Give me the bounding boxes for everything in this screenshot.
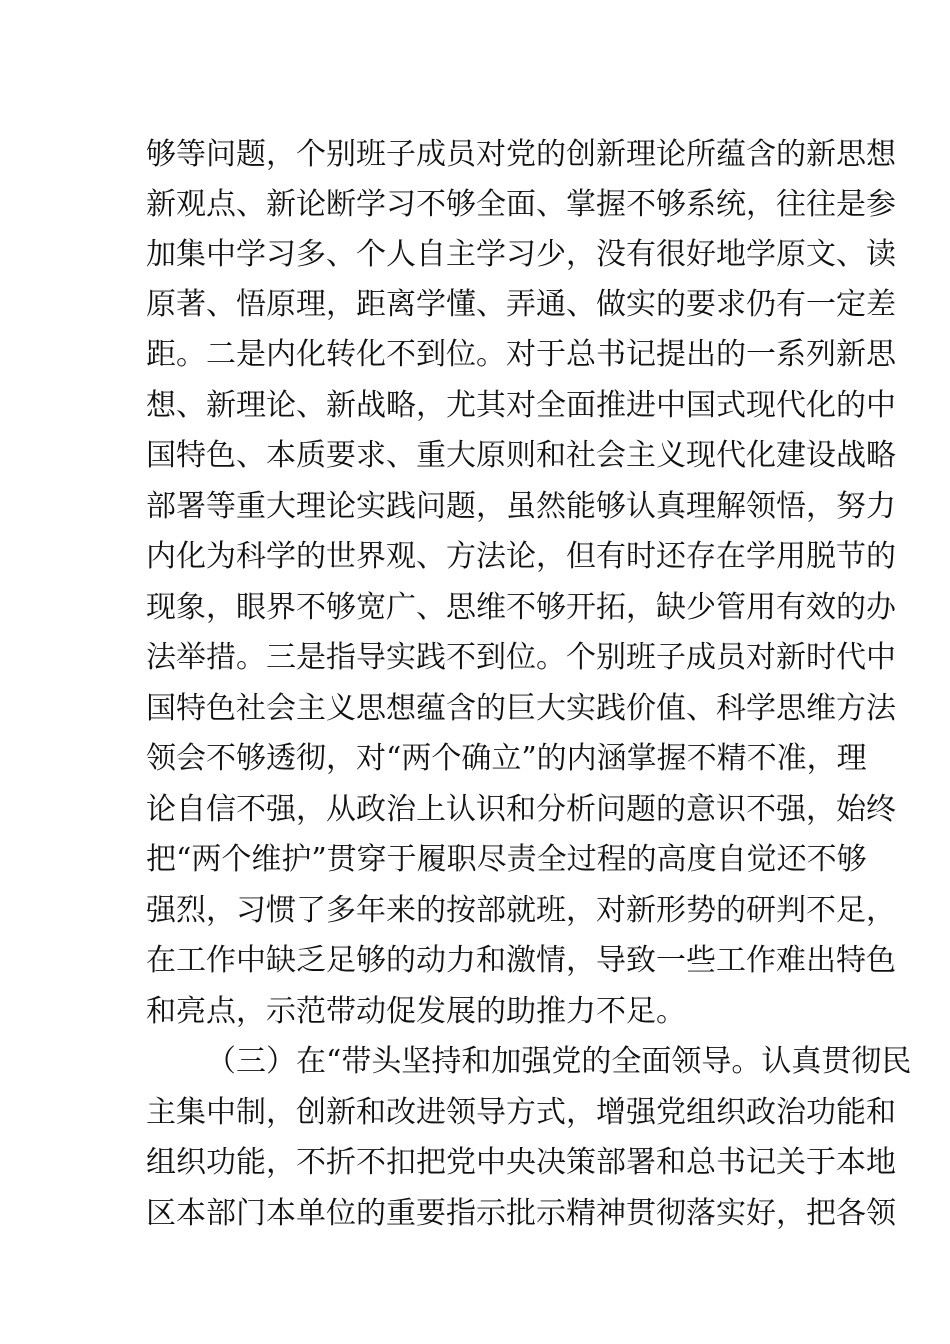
body-text-line: 加集中学习多、个人自主学习少，没有很好地学原文、读: [146, 237, 896, 272]
body-text-line: 现象，眼界不够宽广、思维不够开拓，缺少管用有效的办: [146, 590, 896, 625]
body-text-line: 够等问题，个别班子成员对党的创新理论所蕴含的新思想: [146, 137, 896, 172]
body-text-line: 想、新理论、新战略，尤其对全面推进中国式现代化的中: [146, 388, 896, 423]
body-text-line: 国特色社会主义思想蕴含的巨大实践价值、科学思维方法: [146, 691, 896, 726]
body-text-line: 国特色、本质要求、重大原则和社会主义现代化建设战略: [146, 438, 896, 473]
body-text-line: 组织功能，不折不扣把党中央决策部署和总书记关于本地: [146, 1145, 896, 1180]
body-text-line: 区本部门本单位的重要指示批示精神贯彻落实好，把各领: [146, 1196, 896, 1231]
body-text-line: 主集中制，创新和改进领导方式，增强党组织政治功能和: [146, 1095, 896, 1130]
body-text-line: 法举措。三是指导实践不到位。个别班子成员对新时代中: [146, 640, 896, 675]
body-text-line: 把“两个维护”贯穿于履职尽责全过程的高度自觉还不够: [146, 842, 867, 877]
body-text-line: 和亮点，示范带动促发展的助推力不足。: [146, 994, 686, 1029]
body-text-line: 内化为科学的世界观、方法论，但有时还存在学用脱节的: [146, 539, 896, 574]
body-text-line: 领会不够透彻，对“两个确立”的内涵掌握不精不准，理: [146, 741, 867, 776]
body-text-line: 新观点、新论断学习不够全面、掌握不够系统，往往是参: [146, 187, 896, 222]
body-text-line: 在工作中缺乏足够的动力和激情，导致一些工作难出特色: [146, 943, 896, 978]
body-text-line: 强烈，习惯了多年来的按部就班，对新形势的研判不足，: [146, 893, 896, 928]
body-text-line: 论自信不强，从政治上认识和分析问题的意识不强，始终: [146, 792, 896, 827]
body-text-line: 距。二是内化转化不到位。对于总书记提出的一系列新思: [146, 337, 896, 372]
section-heading-line: （三）在“带头坚持和加强党的全面领导。认真贯彻民: [206, 1044, 912, 1079]
body-text-line: 原著、悟原理，距离学懂、弄通、做实的要求仍有一定差: [146, 287, 896, 322]
body-text-line: 部署等重大理论实践问题，虽然能够认真理解领悟，努力: [146, 489, 896, 524]
